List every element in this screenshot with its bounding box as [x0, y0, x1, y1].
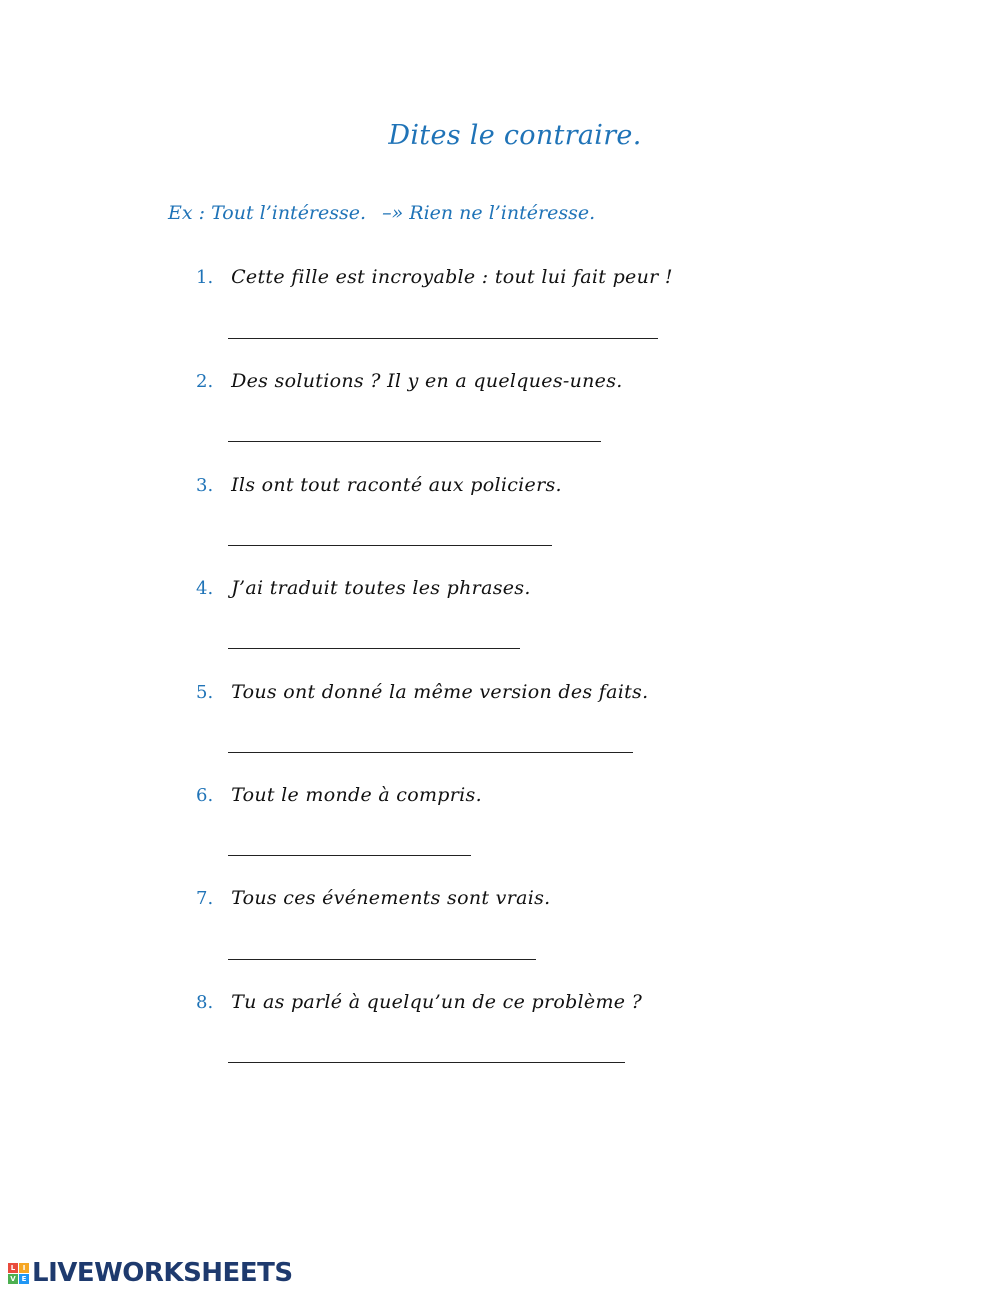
example-label: Ex :: [168, 202, 206, 224]
exercise-item-2: [196, 370, 623, 392]
logo-block-i: I: [19, 1263, 29, 1273]
item-sentence: J’ai traduit toutes les phrases.: [231, 577, 531, 599]
answer-field-4[interactable]: [228, 648, 520, 649]
example-arrow: –»: [382, 202, 404, 224]
exercise-item-6: [196, 784, 482, 806]
item-number: 4.: [196, 578, 214, 599]
liveworksheets-logo: [8, 1258, 293, 1288]
exercise-item-1: [196, 266, 673, 288]
item-sentence: Cette fille est incroyable : tout lui fait peur !: [231, 266, 673, 288]
item-number: 5.: [196, 682, 214, 703]
item-number: 1.: [196, 267, 214, 288]
logo-block-v: V: [8, 1274, 18, 1284]
example-prompt: Tout l’intéresse.: [211, 202, 367, 224]
item-sentence: Des solutions ? Il y en a quelques-unes.: [231, 370, 623, 392]
answer-field-6[interactable]: [228, 855, 471, 856]
example-line: [168, 202, 595, 224]
exercise-item-5: [196, 681, 648, 703]
item-sentence: Ils ont tout raconté aux policiers.: [231, 474, 562, 496]
answer-field-8[interactable]: [228, 1062, 625, 1063]
answer-field-2[interactable]: [228, 441, 601, 442]
item-sentence: Tout le monde à compris.: [231, 784, 482, 806]
item-number: 8.: [196, 992, 214, 1013]
logo-blocks-icon: [8, 1263, 29, 1284]
item-number: 6.: [196, 785, 214, 806]
page-title: Dites le contraire.: [388, 120, 642, 151]
item-sentence: Tous ont donné la même version des faits.: [231, 681, 649, 703]
logo-text: LIVEWORKSHEETS: [32, 1258, 293, 1288]
answer-field-5[interactable]: [228, 752, 633, 753]
exercise-item-4: [196, 577, 531, 599]
answer-field-3[interactable]: [228, 545, 552, 546]
exercise-item-8: [196, 991, 642, 1013]
answer-field-7[interactable]: [228, 959, 536, 960]
item-sentence: Tous ces événements sont vrais.: [231, 887, 551, 909]
answer-field-1[interactable]: [228, 338, 658, 339]
item-sentence: Tu as parlé à quelqu’un de ce problème ?: [231, 991, 643, 1013]
item-number: 3.: [196, 475, 214, 496]
item-number: 7.: [196, 888, 214, 909]
logo-block-l: L: [8, 1263, 18, 1273]
item-number: 2.: [196, 371, 214, 392]
example-answer: Rien ne l’intéresse.: [409, 202, 596, 224]
exercise-item-3: [196, 474, 562, 496]
logo-block-e: E: [19, 1274, 29, 1284]
exercise-item-7: [196, 887, 550, 909]
